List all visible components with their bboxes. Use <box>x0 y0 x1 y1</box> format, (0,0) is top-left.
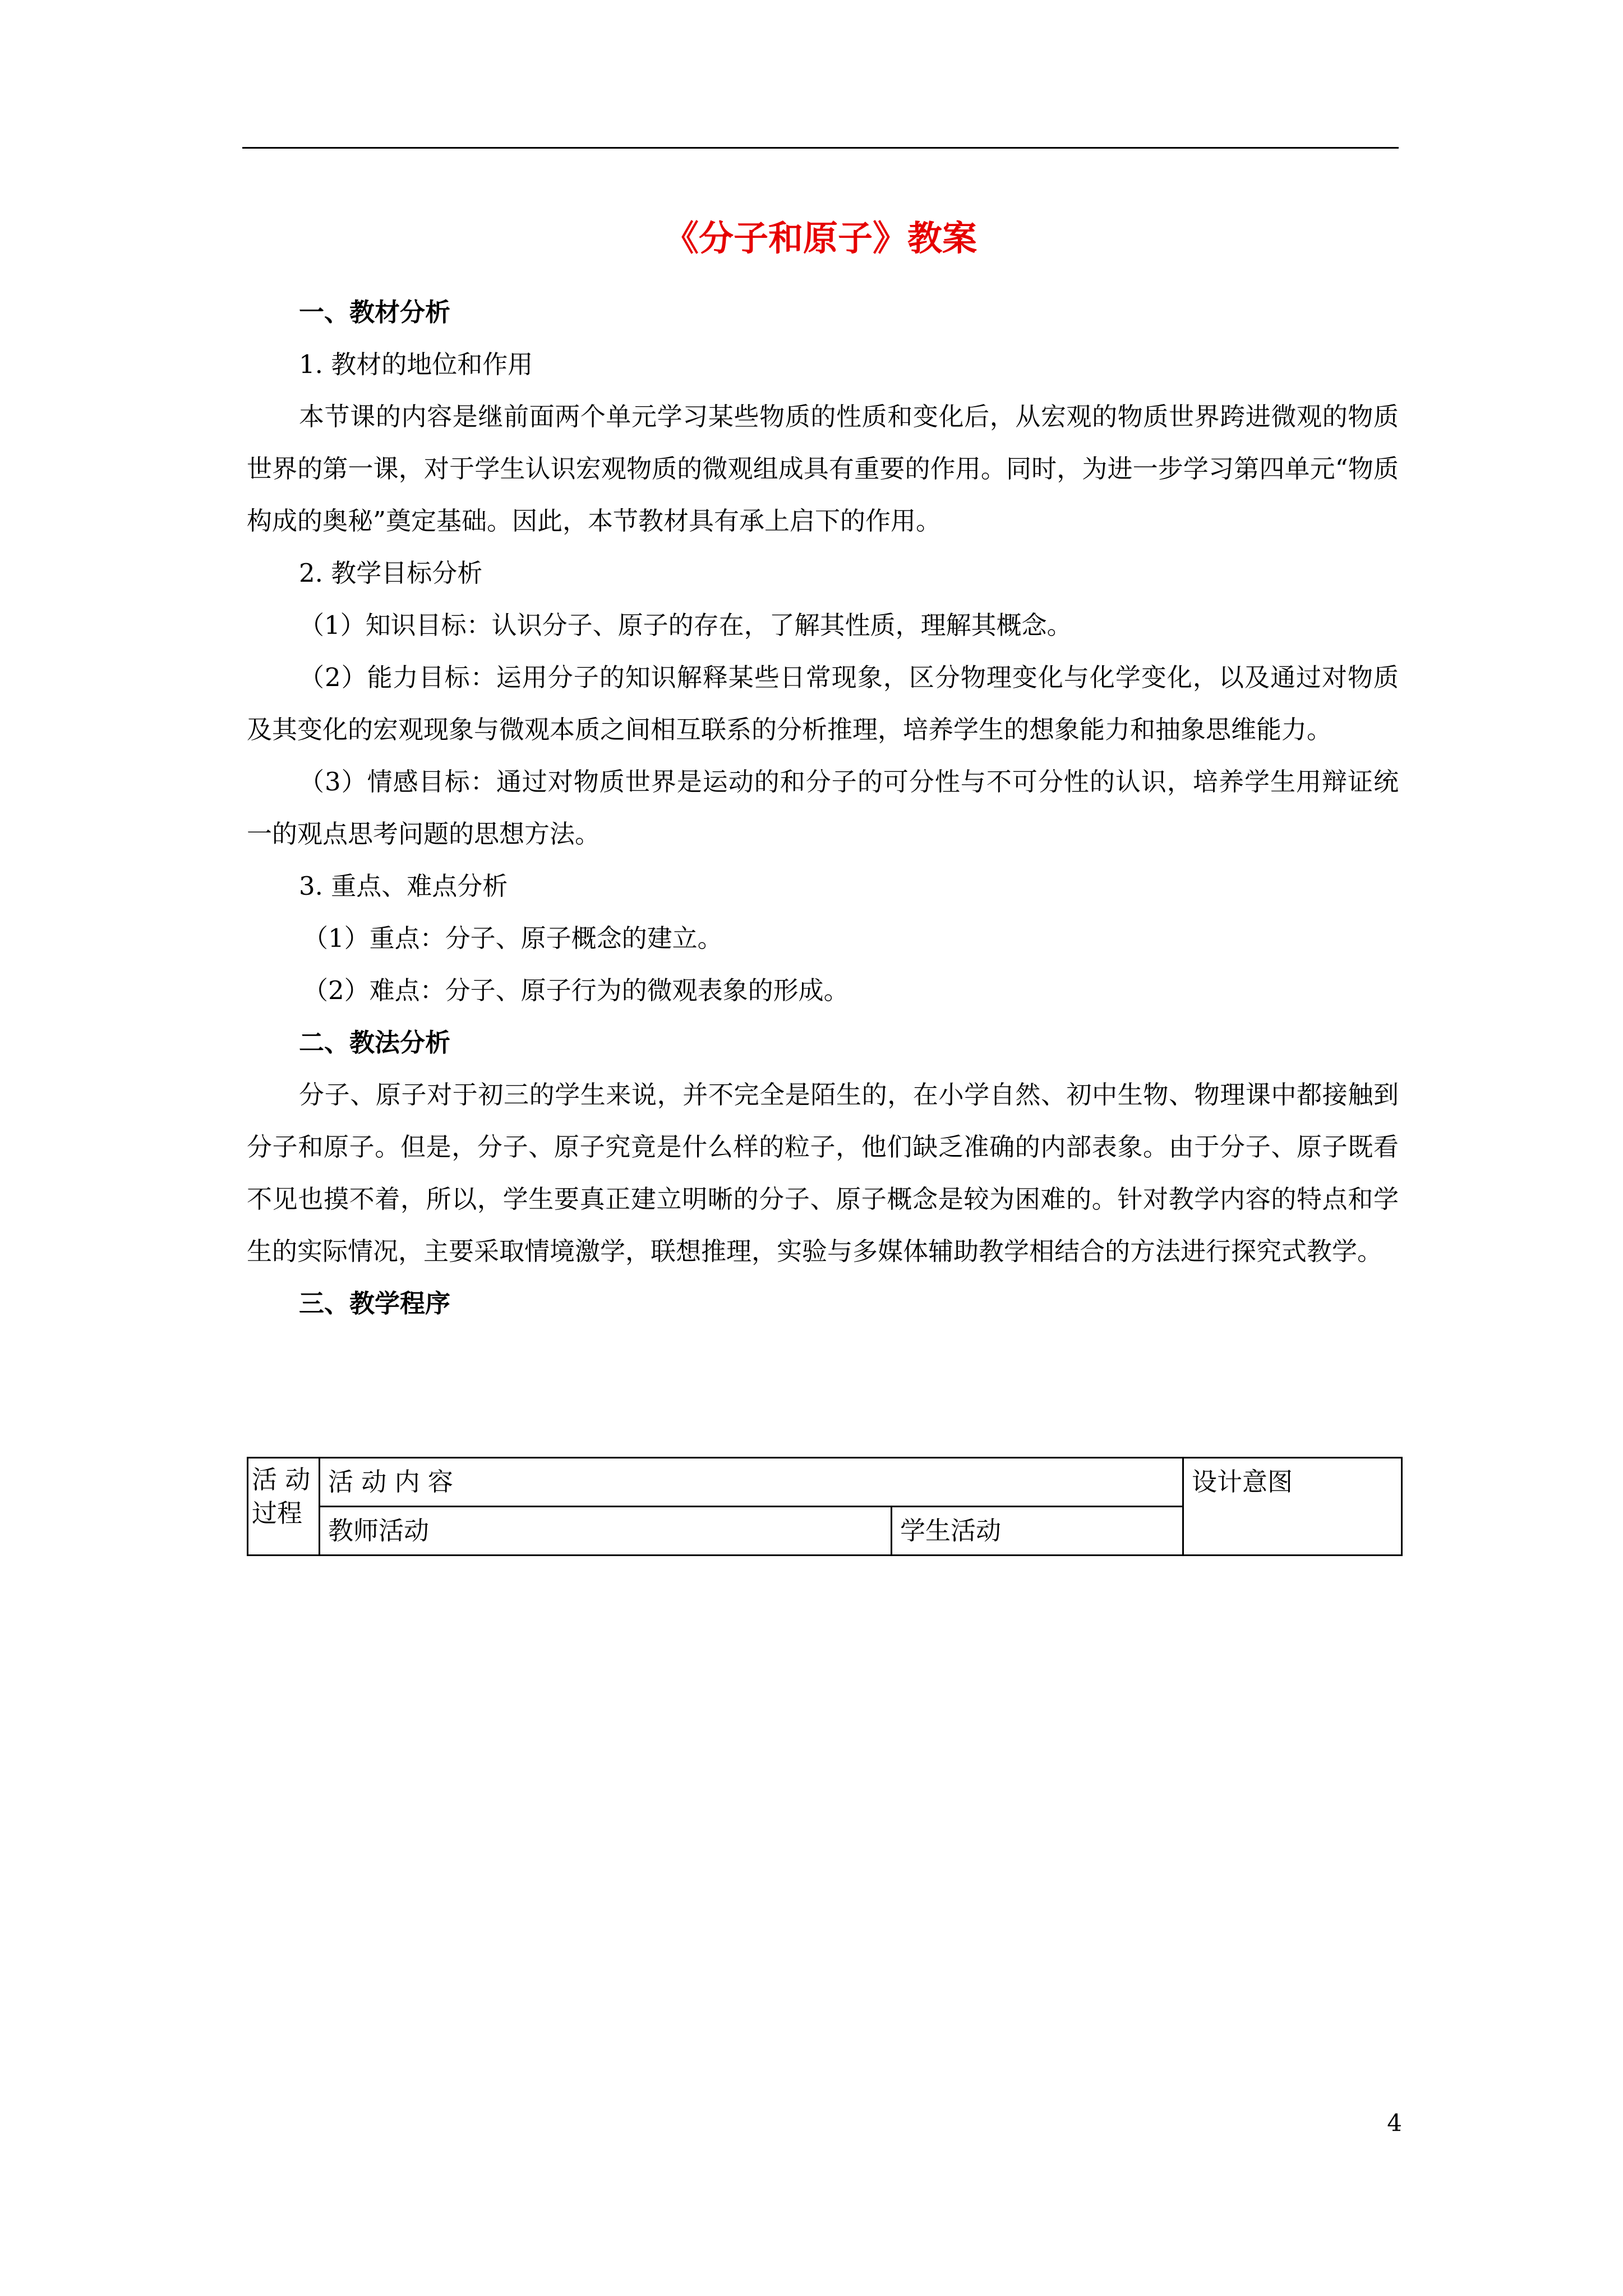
key-point: （1）重点：分子、原子概念的建立。 <box>303 923 723 953</box>
goal-knowledge: （1）知识目标：认识分子、原子的存在，了解其性质，理解其概念。 <box>299 610 1072 640</box>
header-cell-student: 学生活动 <box>892 1507 1183 1556</box>
subheading-position-role: 1. 教材的地位和作用 <box>299 349 533 379</box>
header-cell-teacher: 教师活动 <box>320 1507 892 1556</box>
subheading-key-difficult-points: 3. 重点、难点分析 <box>299 871 508 901</box>
header-rule <box>242 147 1399 149</box>
header-cell-content: 活 动 内 容 <box>320 1458 1183 1507</box>
section-heading-textbook-analysis: 一、教材分析 <box>299 297 451 327</box>
paragraph-teaching-method: 分子、原子对于初三的学生来说，并不完全是陌生的，在小学自然、初中生物、物理课中都接触到分子和原子。但是，分子、原子究竟是什么样的粒子，他们缺乏准确的内部表象。由于分子、原子既看不见也摸不着，所以，学生要真正建立明晰的分子、原子概念是较为困难的。针对教学内容的特点和学生的实际情况，主要采取情境激学，联想推理，实验与多媒体辅助教学相结合的方法进行探究式教学。 <box>247 1080 1399 1266</box>
section-heading-teaching-procedure: 三、教学程序 <box>299 1289 451 1318</box>
goal-ability: （2）能力目标：运用分子的知识解释某些日常现象，区分物理变化与化学变化，以及通过对物质及其变化的宏观现象与微观本质之间相互联系的分析推理，培养学生的想象能力和抽象思维能力。 <box>247 662 1399 744</box>
header-cell-intent: 设计意图 <box>1183 1458 1402 1556</box>
teaching-procedure-table <box>247 1457 1403 1556</box>
section-heading-teaching-method: 二、教法分析 <box>299 1028 451 1057</box>
page-number: 4 <box>1387 2109 1402 2137</box>
header-cell-process: 活 动过程 <box>248 1458 320 1556</box>
goal-emotion: （3）情感目标：通过对物质世界是运动的和分子的可分性与不可分性的认识，培养学生用辩证统一的观点思考问题的思想方法。 <box>247 767 1399 849</box>
document-title: 《分子和原子》教案 <box>663 218 977 259</box>
subheading-teaching-goals: 2. 教学目标分析 <box>299 558 483 588</box>
difficult-point: （2）难点：分子、原子行为的微观表象的形成。 <box>303 976 849 1005</box>
paragraph-position-role: 本节课的内容是继前面两个单元学习某些物质的性质和变化后，从宏观的物质世界跨进微观的物质世界的第一课，对于学生认识宏观物质的微观组成具有重要的作用。同时，为进一步学习第四单元“物质构成的奥秘”奠定基础。因此，本节教材具有承上启下的作用。 <box>247 402 1399 536</box>
document-body <box>247 286 1399 1329</box>
table-header-row-1 <box>248 1458 1402 1507</box>
